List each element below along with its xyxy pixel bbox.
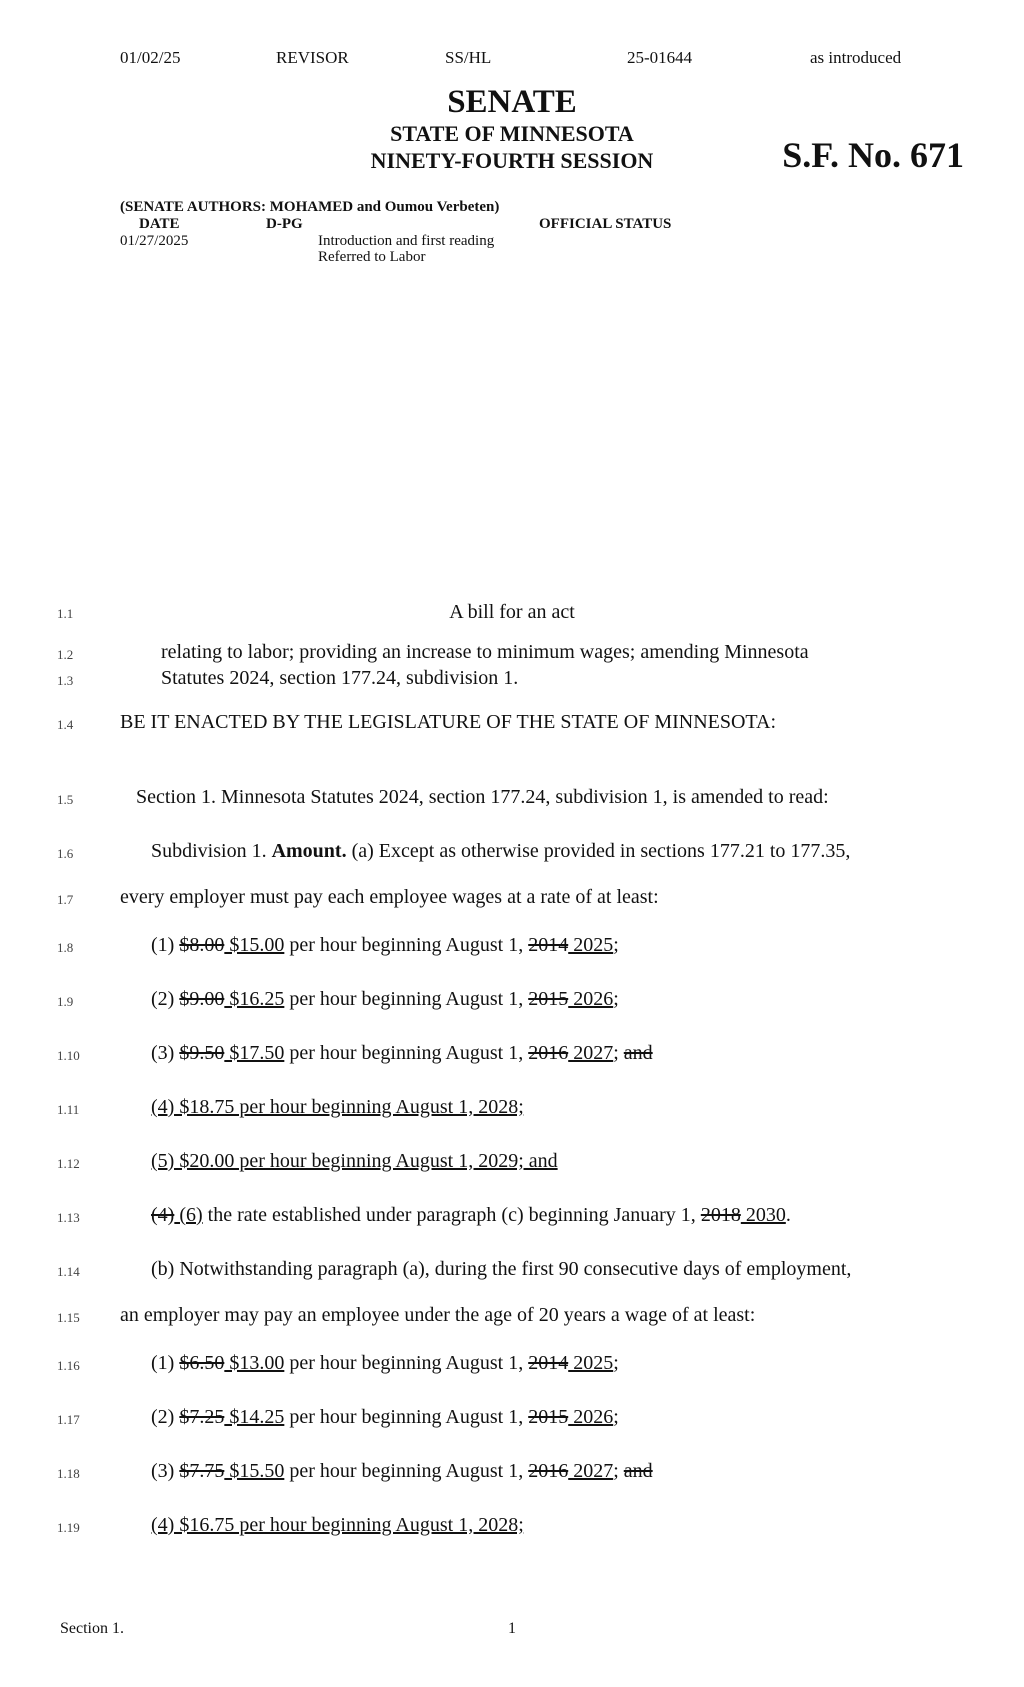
text-span: ; [613, 934, 619, 956]
entry-status-1: Introduction and first reading [318, 233, 495, 249]
line-number: 1.14 [57, 1264, 80, 1279]
inserted-text: $15.00 [224, 934, 285, 956]
inserted-text: $16.25 [224, 988, 285, 1010]
stricken-text: 2015 [528, 988, 569, 1010]
chamber-title: SENATE [447, 84, 577, 120]
stricken-text: $6.50 [179, 1352, 225, 1374]
inserted-line [151, 1096, 524, 1119]
text-span: Subdivision 1. [151, 840, 272, 862]
bill-title-text: relating to labor; providing an increase to minimum wages; amending Minnesota [161, 641, 809, 663]
inserted-text: $17.50 [224, 1042, 285, 1064]
inserted-line [151, 1514, 524, 1537]
inserted-text: $15.50 [224, 1460, 285, 1482]
line-number: 1.11 [57, 1102, 80, 1117]
line-number: 1.7 [57, 892, 74, 907]
col-status: OFFICIAL STATUS [539, 216, 672, 232]
header-date: 01/02/25 [120, 48, 181, 67]
header-initials: SS/HL [445, 48, 492, 67]
inserted-text: 2030 [740, 1204, 786, 1226]
inserted-line [151, 1150, 558, 1173]
stricken-text: $9.00 [179, 988, 225, 1010]
inserted-text: (4) $16.75 per hour beginning August 1, 2028; [151, 1514, 524, 1536]
line-number: 1.18 [57, 1466, 80, 1481]
inserted-text: (4) $18.75 per hour beginning August 1, 2028; [151, 1096, 524, 1118]
header-version: as introduced [810, 48, 902, 67]
bill-title-text: Statutes 2024, section 177.24, subdivision 1. [161, 667, 519, 689]
text-span: per hour beginning August 1, [284, 1352, 529, 1374]
line-number: 1.10 [57, 1048, 80, 1063]
bill-number: S.F. No. 671 [782, 135, 964, 175]
text-span: (1) [151, 934, 180, 956]
body-text: an employer may pay an employee under the age of 20 years a wage of at least: [120, 1304, 756, 1326]
line-number: 1.19 [57, 1520, 80, 1535]
stricken-text: 2016 [528, 1460, 569, 1482]
amended-line [151, 1406, 619, 1429]
text-span: . [785, 1204, 791, 1226]
stricken-text: 2015 [528, 1406, 569, 1428]
text-span: per hour beginning August 1, [284, 1042, 529, 1064]
header-doc-id: 25-01644 [627, 48, 693, 67]
text-span: ; [613, 1460, 624, 1482]
line-number: 1.3 [57, 673, 74, 688]
bill-heading: A bill for an act [449, 601, 575, 623]
section-heading: Section 1. Minnesota Statutes 2024, section 177.24, subdivision 1, is amended to read: [136, 786, 829, 808]
text-span: ; [613, 1352, 619, 1374]
body-text: (b) Notwithstanding paragraph (a), during the first 90 consecutive days of employment, [151, 1258, 852, 1280]
amended-line [151, 934, 619, 957]
stricken-text: $8.00 [179, 934, 225, 956]
line-number: 1.2 [57, 647, 74, 662]
session-title: NINETY-FOURTH SESSION [370, 148, 654, 173]
body-text: every employer must pay each employee wages at a rate of at least: [120, 886, 659, 908]
text-span: (2) [151, 1406, 180, 1428]
stricken-text: 2016 [528, 1042, 569, 1064]
col-dpg: D-PG [266, 216, 303, 232]
inserted-text: (5) $20.00 per hour beginning August 1, 2029; and [151, 1150, 558, 1172]
stricken-text: (4) [151, 1204, 175, 1226]
bold-heading: Amount. [271, 840, 347, 862]
col-date: DATE [139, 216, 180, 232]
inserted-text: $13.00 [224, 1352, 285, 1374]
inserted-text: 2026 [568, 988, 614, 1010]
line-number: 1.13 [57, 1210, 80, 1225]
footer-section: Section 1. [60, 1620, 124, 1637]
stricken-text: and [623, 1042, 653, 1064]
text-span: (a) Except as otherwise provided in sections 177.21 to 177.35, [346, 840, 851, 862]
text-span: per hour beginning August 1, [284, 1406, 529, 1428]
line-number: 1.17 [57, 1412, 80, 1427]
amended-line [151, 1204, 791, 1227]
inserted-text: 2027 [568, 1460, 614, 1482]
text-span: ; [613, 1406, 619, 1428]
stricken-text: 2014 [528, 1352, 569, 1374]
stricken-text: 2018 [700, 1204, 741, 1226]
text-span: per hour beginning August 1, [284, 1460, 529, 1482]
header-office: REVISOR [276, 48, 349, 67]
text-span: the rate established under paragraph (c) beginning January 1, [202, 1204, 701, 1226]
entry-status-2: Referred to Labor [318, 249, 426, 265]
subdivision-line [151, 840, 850, 863]
text-span: ; [613, 988, 619, 1010]
inserted-text: 2025 [568, 934, 614, 956]
line-number: 1.4 [57, 717, 74, 732]
entry-date: 01/27/2025 [120, 233, 189, 249]
text-span: (3) [151, 1460, 180, 1482]
authors: (SENATE AUTHORS: MOHAMED and Oumou Verbeten) [120, 199, 500, 215]
state-title: STATE OF MINNESOTA [390, 121, 634, 146]
text-span: (3) [151, 1042, 180, 1064]
line-number: 1.5 [57, 792, 74, 807]
inserted-text: $14.25 [224, 1406, 285, 1428]
line-number: 1.1 [57, 606, 74, 621]
stricken-text: 2014 [528, 934, 569, 956]
inserted-text: 2026 [568, 1406, 614, 1428]
enacting-clause: BE IT ENACTED BY THE LEGISLATURE OF THE STATE OF MINNESOTA: [120, 711, 777, 733]
amended-line [151, 988, 619, 1011]
line-number: 1.12 [57, 1156, 80, 1171]
line-number: 1.9 [57, 994, 74, 1009]
page-number: 1 [508, 1620, 516, 1637]
line-number: 1.8 [57, 940, 74, 955]
text-span: per hour beginning August 1, [284, 934, 529, 956]
amended-line [151, 1460, 653, 1483]
inserted-text: 2025 [568, 1352, 614, 1374]
text-span: per hour beginning August 1, [284, 988, 529, 1010]
line-number: 1.6 [57, 846, 74, 861]
text-span: (1) [151, 1352, 180, 1374]
stricken-text: $7.75 [179, 1460, 225, 1482]
text-span: ; [613, 1042, 624, 1064]
text-span: (2) [151, 988, 180, 1010]
inserted-text: 2027 [568, 1042, 614, 1064]
stricken-text: $9.50 [179, 1042, 225, 1064]
amended-line [151, 1352, 619, 1375]
line-number: 1.16 [57, 1358, 80, 1373]
line-number: 1.15 [57, 1310, 80, 1325]
inserted-text: (6) [174, 1204, 203, 1226]
stricken-text: $7.25 [179, 1406, 225, 1428]
amended-line [151, 1042, 653, 1065]
stricken-text: and [623, 1460, 653, 1482]
